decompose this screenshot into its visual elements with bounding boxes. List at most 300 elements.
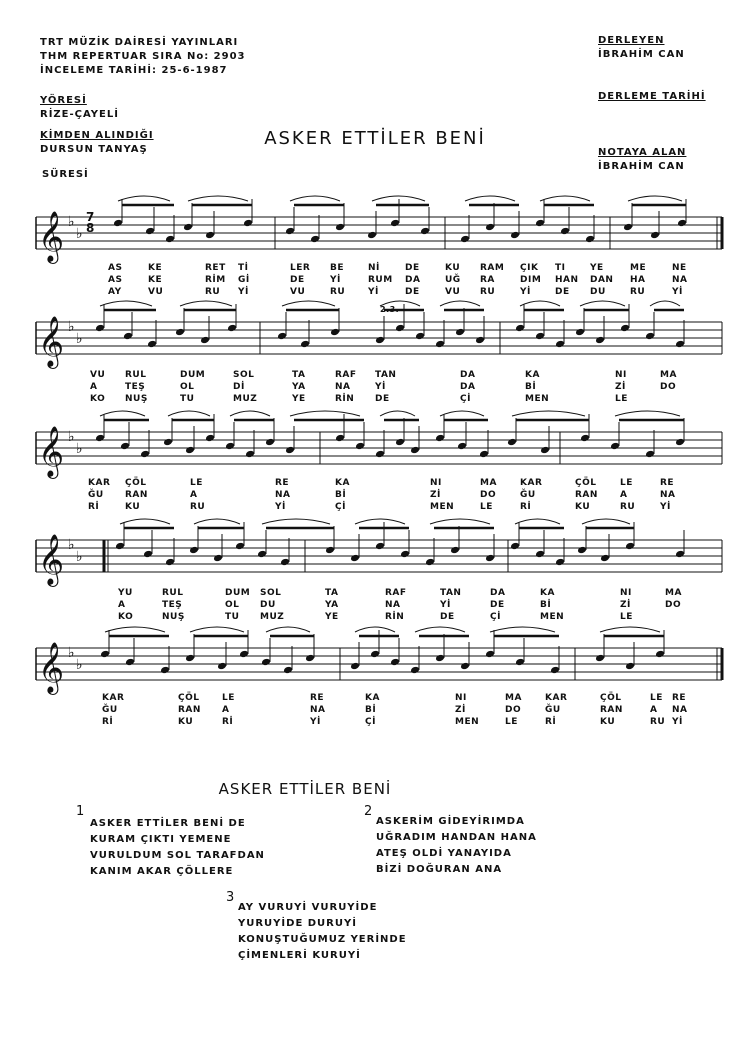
lyric-syllable: TA: [325, 588, 339, 598]
lyric-syllable: TEŞ: [125, 382, 146, 392]
lyric-syllable: NA: [672, 275, 688, 285]
time-signature: [86, 212, 95, 234]
song-title: ASKER ETTİLER BENİ: [264, 128, 486, 149]
note-head: [325, 546, 335, 555]
lyric-syllable: RAN: [575, 490, 598, 500]
note-head: [239, 650, 249, 659]
lyric-syllable: NUŞ: [162, 612, 185, 622]
verse-line: VURULDUM SOL TARAFDAN: [90, 850, 265, 861]
note-head: [225, 442, 235, 451]
lyric-syllable: ĞU: [520, 490, 536, 500]
note-head: [200, 336, 210, 345]
lyric-syllable: Çİ: [335, 502, 346, 512]
lyric-syllable: VU: [290, 287, 306, 297]
source-label: KİMDEN ALINDIĞI: [40, 130, 154, 141]
note-head: [460, 662, 470, 671]
note-head: [510, 231, 520, 240]
lyric-syllable: Dİ: [233, 382, 245, 392]
note-head: [425, 558, 435, 567]
verse-line: BİZİ DOĞURAN ANA: [376, 864, 503, 875]
lyric-syllable: RU: [205, 287, 221, 297]
note-head: [410, 446, 420, 455]
slur: [190, 627, 244, 632]
lyric-syllable: TAN: [440, 588, 462, 598]
lyric-syllable: RE: [275, 478, 290, 488]
lyric-syllable: NUŞ: [125, 394, 148, 404]
slur: [355, 627, 395, 632]
collector-value: İBRAHİM CAN: [598, 49, 685, 60]
note-head: [310, 235, 320, 244]
slur: [415, 627, 465, 632]
lyric-syllable: Yİ: [368, 287, 379, 297]
lyric-syllable: KAR: [88, 478, 111, 488]
flat-icon: ♭: [76, 331, 83, 347]
lyric-syllable: VU: [445, 287, 461, 297]
flat-icon: ♭: [68, 429, 75, 445]
treble-clef-icon: 𝄞: [38, 534, 65, 585]
flat-icon: ♭: [68, 645, 75, 661]
note-head: [675, 340, 685, 349]
lyric-syllable: RU: [190, 502, 206, 512]
slur: [628, 196, 682, 201]
header-left: [40, 36, 246, 78]
lyric-syllable: NI: [615, 370, 627, 380]
lyric-syllable: DE: [375, 394, 390, 404]
slur: [650, 301, 680, 306]
lyric-syllable: KE: [148, 275, 163, 285]
slur: [615, 411, 680, 416]
lyric-syllable: LE: [620, 478, 633, 488]
slur: [440, 411, 484, 416]
lyric-syllable: ÇÖL: [125, 478, 147, 488]
note-head: [415, 332, 425, 341]
lyric-syllable: RE: [672, 693, 687, 703]
lyric-syllable: A: [620, 490, 628, 500]
slur: [168, 411, 210, 416]
slur: [520, 301, 560, 306]
note-head: [217, 662, 227, 671]
slur: [188, 196, 248, 201]
lyric-syllable: HAN: [555, 275, 579, 285]
lyric-syllable: AS: [108, 275, 123, 285]
lyric-syllable: RE: [660, 478, 675, 488]
slur: [266, 627, 310, 632]
note-head: [460, 235, 470, 244]
slur: [282, 301, 335, 306]
note-head: [123, 332, 133, 341]
note-head: [163, 438, 173, 447]
lyric-syllable: DA: [405, 275, 421, 285]
note-head: [390, 658, 400, 667]
note-head: [435, 340, 445, 349]
lyric-syllable: KA: [335, 478, 350, 488]
note-head: [305, 654, 315, 663]
lyric-syllable: KA: [540, 588, 555, 598]
lyric-syllable: NA: [672, 705, 688, 715]
lyric-syllable: A: [90, 382, 98, 392]
lyric-syllable: LER: [290, 263, 311, 273]
slur: [515, 519, 560, 524]
note-head: [95, 434, 105, 443]
note-head: [213, 554, 223, 563]
note-head: [335, 223, 345, 232]
lyric-syllable: DE: [440, 612, 455, 622]
note-head: [485, 223, 495, 232]
note-head: [595, 336, 605, 345]
lyric-syllable: MA: [665, 588, 682, 598]
lyric-syllable: ĞU: [88, 490, 104, 500]
lyric-syllable: DUM: [180, 370, 206, 380]
lyric-syllable: RUL: [125, 370, 147, 380]
lyric-syllable: MA: [505, 693, 522, 703]
lyric-syllable: DUM: [225, 588, 251, 598]
lyric-syllable: AY: [108, 287, 122, 297]
note-head: [375, 336, 385, 345]
flat-icon: ♭: [68, 319, 75, 335]
lyric-syllable: DE: [555, 287, 570, 297]
note-head: [540, 446, 550, 455]
slur: [540, 196, 590, 201]
note-head: [113, 219, 123, 228]
lyric-syllable: ÇÖL: [178, 693, 200, 703]
note-head: [165, 558, 175, 567]
note-head: [623, 223, 633, 232]
note-head: [355, 442, 365, 451]
note-head: [189, 546, 199, 555]
flat-icon: ♭: [68, 537, 75, 553]
flat-icon: ♭: [76, 549, 83, 565]
lyric-syllable: TI: [555, 263, 566, 273]
slur: [490, 627, 555, 632]
verse-line: ÇİMENLERİ KURUYİ: [238, 950, 361, 961]
lyric-syllable: MA: [660, 370, 677, 380]
lyric-syllable: AS: [108, 263, 123, 273]
lyric-syllable: RAN: [125, 490, 148, 500]
lyric-syllable: SOL: [233, 370, 255, 380]
review-date-line: İNCELEME TARİHİ: 25-6-1987: [40, 65, 228, 76]
slur: [440, 301, 480, 306]
slur: [120, 519, 170, 524]
lyric-syllable: RUM: [368, 275, 393, 285]
lyric-syllable: A: [650, 705, 658, 715]
note-head: [100, 650, 110, 659]
note-head: [555, 558, 565, 567]
note-head: [479, 450, 489, 459]
lyric-syllable: YA: [325, 600, 339, 610]
lyric-syllable: Yİ: [310, 717, 321, 727]
note-head: [510, 542, 520, 551]
notation-block: [598, 146, 686, 174]
lyric-syllable: RET: [205, 263, 226, 273]
lyric-syllable: RİM: [205, 275, 226, 285]
slur: [262, 519, 330, 524]
lyric-syllable: YE: [590, 263, 604, 273]
note-head: [350, 662, 360, 671]
lyric-syllable: KA: [525, 370, 540, 380]
lyric-syllable: KAR: [545, 693, 568, 703]
verse-line: ASKER ETTİLER BENİ DE: [90, 818, 246, 829]
verse-line: YURUYİDE DURUYİ: [238, 918, 357, 929]
lyric-syllable: TEŞ: [162, 600, 183, 610]
note-head: [485, 650, 495, 659]
lyric-syllable: NE: [672, 263, 687, 273]
lyric-syllable: KO: [118, 612, 134, 622]
note-head: [515, 324, 525, 333]
lyric-syllable: NA: [310, 705, 326, 715]
meter-bottom: 8: [86, 221, 95, 235]
lyric-syllable: RU: [620, 502, 636, 512]
lyric-syllable: Çİ: [460, 394, 471, 404]
note-head: [375, 450, 385, 459]
lyric-syllable: Rİ: [545, 717, 557, 727]
note-head: [560, 227, 570, 236]
note-head: [650, 231, 660, 240]
lyric-syllable: TA: [292, 370, 306, 380]
lyric-syllable: Zİ: [455, 705, 466, 715]
lyric-syllable: Rİ: [520, 502, 532, 512]
lyric-syllable: BE: [330, 263, 345, 273]
note-head: [227, 324, 237, 333]
lyric-syllable: DO: [505, 705, 522, 715]
lyric-syllable: LE: [190, 478, 203, 488]
lyric-syllable: RE: [310, 693, 325, 703]
lyric-syllable: YU: [118, 588, 133, 598]
lyric-syllable: MUZ: [233, 394, 258, 404]
lyric-syllable: RU: [330, 287, 346, 297]
lyric-syllable: MEN: [540, 612, 565, 622]
lyric-syllable: NA: [385, 600, 401, 610]
verse-line: KANIM AKAR ÇÖLLERE: [90, 866, 234, 877]
lyric-syllable: A: [118, 600, 126, 610]
note-head: [435, 434, 445, 443]
flat-icon: ♭: [76, 657, 83, 673]
note-head: [285, 227, 295, 236]
slur: [600, 627, 660, 632]
note-head: [577, 546, 587, 555]
note-head: [165, 235, 175, 244]
lyric-syllable: DE: [405, 263, 420, 273]
note-head: [283, 666, 293, 675]
lyric-syllable: ĞU: [102, 705, 118, 715]
lyric-syllable: RA: [480, 275, 495, 285]
lyric-syllable: KE: [148, 263, 163, 273]
slur: [290, 196, 340, 201]
note-head: [435, 654, 445, 663]
lyric-syllable: MEN: [455, 717, 480, 727]
lyric-syllable: DE: [490, 600, 505, 610]
lyric-syllable: NA: [335, 382, 351, 392]
lyric-syllable: DIM: [520, 275, 542, 285]
lyric-syllable: KO: [90, 394, 106, 404]
lyric-syllable: Rİ: [102, 717, 114, 727]
note-head: [625, 662, 635, 671]
flat-icon: ♭: [76, 441, 83, 457]
source-value: DURSUN TANYAŞ: [40, 144, 148, 155]
lyric-syllable: MEN: [430, 502, 455, 512]
note-head: [555, 340, 565, 349]
lyric-syllable: NI: [430, 478, 442, 488]
verse-line: ASKERİM GİDEYİRIMDA: [376, 816, 525, 827]
note-head: [655, 650, 665, 659]
lyric-syllable: Zİ: [615, 382, 626, 392]
lyric-syllable: NI: [620, 588, 632, 598]
lyric-syllable: DE: [405, 287, 420, 297]
lyric-syllable: Yİ: [660, 502, 671, 512]
treble-clef-icon: 𝄞: [38, 426, 65, 477]
lyric-syllable: VU: [148, 287, 164, 297]
note-head: [143, 550, 153, 559]
note-head: [395, 438, 405, 447]
lyric-syllable: Yİ: [375, 382, 386, 392]
note-head: [610, 442, 620, 451]
note-head: [580, 434, 590, 443]
verse-line: ATEŞ OLDİ YANAYIDA: [376, 848, 512, 859]
note-head: [205, 434, 215, 443]
note-head: [147, 340, 157, 349]
lyric-syllable: DA: [460, 382, 476, 392]
slur: [194, 519, 240, 524]
note-head: [335, 434, 345, 443]
staff-system-4: [0, 528, 750, 598]
lyric-syllable: Zİ: [430, 490, 441, 500]
note-head: [600, 554, 610, 563]
note-head: [277, 332, 287, 341]
lyric-syllable: ÇIK: [520, 263, 539, 273]
slur: [430, 519, 490, 524]
lyric-syllable: RU: [480, 287, 496, 297]
slur: [180, 301, 232, 306]
note-head: [390, 219, 400, 228]
lyric-syllable: ÇÖL: [575, 478, 597, 488]
lyric-syllable: Gİ: [238, 275, 250, 285]
treble-clef-icon: 𝄞: [38, 211, 65, 262]
lyric-syllable: YE: [292, 394, 306, 404]
region-value: RİZE-ÇAYELİ: [40, 109, 119, 120]
note-head: [243, 219, 253, 228]
volta-label: 2.3.: [380, 305, 400, 314]
note-head: [515, 658, 525, 667]
lyric-syllable: DA: [490, 588, 506, 598]
notation-value: İBRAHİM CAN: [598, 161, 685, 172]
lyric-syllable: OL: [225, 600, 240, 610]
slur: [512, 411, 585, 416]
lyric-syllable: MA: [480, 478, 497, 488]
collect-date-label: DERLEME TARİHİ: [598, 91, 706, 102]
lyric-syllable: Nİ: [368, 263, 380, 273]
slur: [580, 301, 625, 306]
note-head: [185, 654, 195, 663]
verse-1: [90, 816, 265, 880]
lyric-syllable: DO: [660, 382, 677, 392]
slur: [380, 411, 415, 416]
note-head: [485, 554, 495, 563]
lyric-syllable: RİN: [335, 394, 355, 404]
lyric-syllable: LE: [480, 502, 493, 512]
note-head: [185, 446, 195, 455]
lyric-syllable: A: [222, 705, 230, 715]
slur: [290, 411, 360, 416]
note-head: [205, 231, 215, 240]
lyric-syllable: NI: [455, 693, 467, 703]
slur: [230, 411, 270, 416]
note-head: [595, 654, 605, 663]
lyric-syllable: VU: [90, 370, 106, 380]
note-head: [285, 446, 295, 455]
lyric-syllable: RAN: [178, 705, 201, 715]
slur: [100, 411, 145, 416]
note-head: [535, 332, 545, 341]
lyric-syllable: Bİ: [525, 382, 537, 392]
lyric-syllable: MEN: [525, 394, 550, 404]
lyric-syllable: Rİ: [222, 717, 234, 727]
region-label: YÖRESİ: [40, 95, 87, 106]
slur: [465, 196, 515, 201]
lyric-syllable: RAF: [385, 588, 407, 598]
lyric-syllable: RİN: [385, 612, 405, 622]
flat-icon: ♭: [68, 214, 75, 230]
lyric-syllable: NA: [660, 490, 676, 500]
lyric-syllable: MUZ: [260, 612, 285, 622]
note-head: [420, 227, 430, 236]
note-head: [645, 332, 655, 341]
lyric-syllable: Yİ: [440, 600, 451, 610]
lyric-syllable: DU: [260, 600, 276, 610]
note-head: [677, 219, 687, 228]
lyric-syllable: YA: [292, 382, 306, 392]
lyric-syllable: LE: [620, 612, 633, 622]
verse-3: [238, 900, 407, 964]
slur: [105, 627, 165, 632]
notation-label: NOTAYA ALAN: [598, 147, 687, 158]
slur: [100, 301, 152, 306]
note-head: [410, 666, 420, 675]
lyric-syllable: OL: [180, 382, 195, 392]
lyric-syllable: Çİ: [365, 717, 376, 727]
lyric-syllable: A: [190, 490, 198, 500]
note-head: [350, 554, 360, 563]
lyric-syllable: DU: [590, 287, 606, 297]
note-head: [367, 231, 377, 240]
note-head: [675, 550, 685, 559]
lyric-syllable: RAF: [335, 370, 357, 380]
lyric-syllable: LE: [615, 394, 628, 404]
lyric-syllable: KU: [178, 717, 194, 727]
note-head: [585, 235, 595, 244]
verse-line: AY VURUYİ VURUYİDE: [238, 902, 378, 913]
note-head: [261, 658, 271, 667]
note-head: [265, 438, 275, 447]
note-head: [330, 328, 340, 337]
note-head: [140, 450, 150, 459]
note-head: [457, 442, 467, 451]
region-block: [40, 94, 119, 122]
treble-clef-icon: 𝄞: [38, 642, 65, 693]
verses-title: ASKER ETTİLER BENİ: [218, 780, 392, 798]
note-head: [575, 328, 585, 337]
note-head: [550, 666, 560, 675]
note-head: [300, 340, 310, 349]
lyric-syllable: HA: [630, 275, 646, 285]
verse-line: KURAM ÇIKTI YEMENE: [90, 834, 232, 845]
note-head: [675, 438, 685, 447]
note-head: [475, 336, 485, 345]
publisher-line: TRT MÜZİK DAİRESİ YAYINLARI: [40, 37, 239, 48]
lyric-syllable: UĞ: [445, 275, 461, 285]
lyric-syllable: DAN: [590, 275, 614, 285]
lyric-syllable: Tİ: [238, 263, 249, 273]
lyric-syllable: Yİ: [672, 717, 683, 727]
note-head: [625, 542, 635, 551]
